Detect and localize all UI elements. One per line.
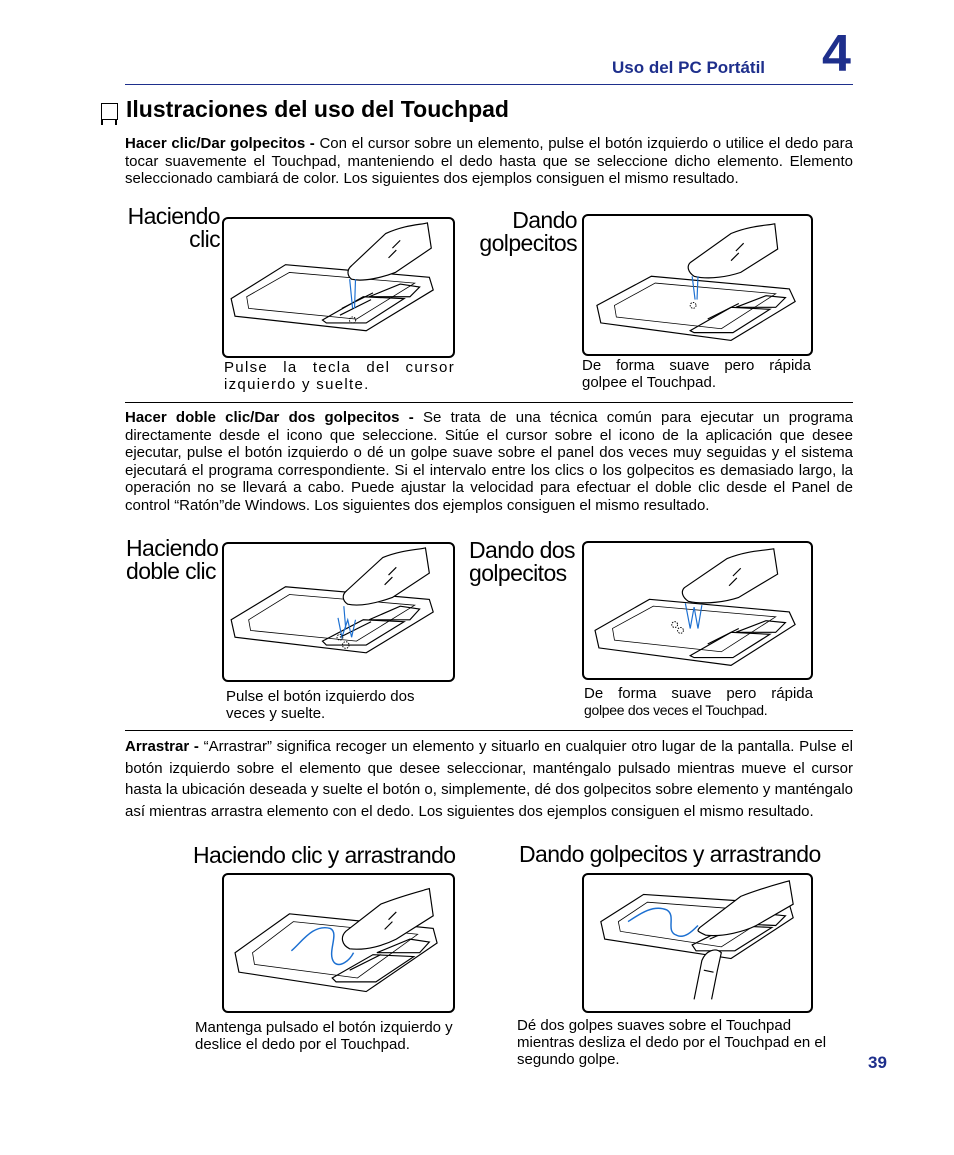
- touchpad-doubletap-illustration: [582, 541, 813, 680]
- section-divider: [125, 402, 853, 403]
- fig-click-title-line2: clic: [189, 226, 220, 252]
- fig-tap-title-line1: Dando: [512, 207, 577, 233]
- fig-doubletap-title-line1: Dando dos: [469, 537, 575, 563]
- drag-paragraph: [125, 736, 853, 822]
- fig-doubletap-title-line2: golpecitos: [469, 560, 567, 586]
- fig-drag-tap-caption: Dé dos golpes suaves sobre el Touchpad mientras desliza el dedo por el Touchpad en el segundo golpe.: [517, 1017, 827, 1068]
- checkbox-icon: [101, 103, 118, 120]
- section-divider-2: [125, 730, 853, 731]
- header-rule: [125, 84, 853, 85]
- drag-text: “Arrastrar” significa recoger un elemento y situarlo en cualquier otro lugar de la pantalla. Pulse el botón izquierdo sobre el elemento que desee seleccionar, manténgalo pulsado mientras mueve el cursor hasta la ubicación deseada y suelte el botón o, simplemente, dé dos golpecitos sobre elemento y manténgalo así mientras arrastra elemento con el dedo. Los siguientes dos ejemplos consiguen el mismo resultado.: [125, 738, 853, 820]
- fig-doubletap-caption-line1: De forma suave pero rápida: [584, 685, 813, 702]
- fig-tap-title: [460, 209, 577, 255]
- fig-doubleclick-title: [126, 537, 226, 583]
- click-lead: Hacer clic/Dar golpecitos -: [125, 135, 315, 152]
- touchpad-click-svg: [224, 219, 453, 356]
- double-lead: Hacer doble clic/Dar dos golpecitos -: [125, 409, 414, 426]
- fig-doubletap-caption-line2: golpee dos veces el Touchpad.: [584, 702, 768, 718]
- fig-doubletap-caption: [584, 685, 813, 719]
- fig-doubleclick-title-line1: Haciendo: [126, 535, 219, 561]
- fig-drag-tap-title: Dando golpecitos y arrastrando: [519, 841, 821, 867]
- click-text: Con el cursor sobre un elemento, pulse el botón izquierdo o utilice el dedo para tocar suavemente el Touchpad, manteniendo el dedo hasta que se seleccione dicho elemento. Elemento seleccionado cambiará de color. Los siguientes dos ejemplos consiguen el mismo resultado.: [125, 135, 853, 187]
- touchpad-click-illustration: [222, 217, 455, 358]
- fig-click-caption: Pulse la tecla del cursor izquierdo y suelte.: [224, 359, 455, 393]
- fig-click-title-line1: Haciendo: [127, 203, 220, 229]
- page-number: 39: [868, 1053, 887, 1072]
- double-text: Se trata de una técnica común para ejecutar un programa directamente desde el icono que seleccione. Sitúe el cursor sobre el icono de la aplicación que desee ejecutar, pulse el botón izquierdo o dé un golpe suave sobre el panel dos veces muy seguidas y el sistema ejecutará el programa correspondiente. Si el intervalo entre los clics o los golpecitos es demasiado largo, la operación no se llevará a cabo. Puede ajustar la velocidad para efectuar el doble clic desde el Panel de control “Ratón”de Windows. Los siguientes dos ejemplos consiguen el mismo resultado.: [125, 409, 853, 514]
- fig-drag-click-title: Haciendo clic y arrastrando: [193, 842, 456, 868]
- touchpad-drag-tap-illustration: [582, 873, 813, 1013]
- fig-doubleclick-caption: Pulse el botón izquierdo dos veces y suelte.: [226, 688, 415, 722]
- drag-lead: Arrastrar -: [125, 738, 199, 755]
- touchpad-tap-illustration: [582, 214, 813, 356]
- fig-click-title: [100, 205, 220, 251]
- touchpad-drag-tap-svg: [584, 875, 811, 1011]
- fig-tap-caption: De forma suave pero rápida golpee el Touchpad.: [582, 357, 811, 391]
- fig-drag-click-caption: Mantenga pulsado el botón izquierdo y deslice el dedo por el Touchpad.: [195, 1019, 453, 1053]
- touchpad-drag-click-illustration: [222, 873, 455, 1013]
- click-paragraph: [125, 135, 853, 188]
- page-title: Ilustraciones del uso del Touchpad: [126, 96, 509, 122]
- fig-doubleclick-title-line2: doble clic: [126, 558, 216, 584]
- section-header-title: Uso del PC Portátil: [612, 58, 766, 77]
- touchpad-drag-click-svg: [224, 875, 453, 1011]
- touchpad-doubletap-svg: [584, 543, 811, 678]
- touchpad-doubleclick-svg: [224, 544, 453, 680]
- double-paragraph: [125, 409, 853, 514]
- fig-doubletap-title: [469, 539, 584, 585]
- touchpad-tap-svg: [584, 216, 811, 354]
- fig-tap-title-line2: golpecitos: [479, 230, 577, 256]
- touchpad-doubleclick-illustration: [222, 542, 455, 682]
- chapter-number: 4: [822, 25, 851, 83]
